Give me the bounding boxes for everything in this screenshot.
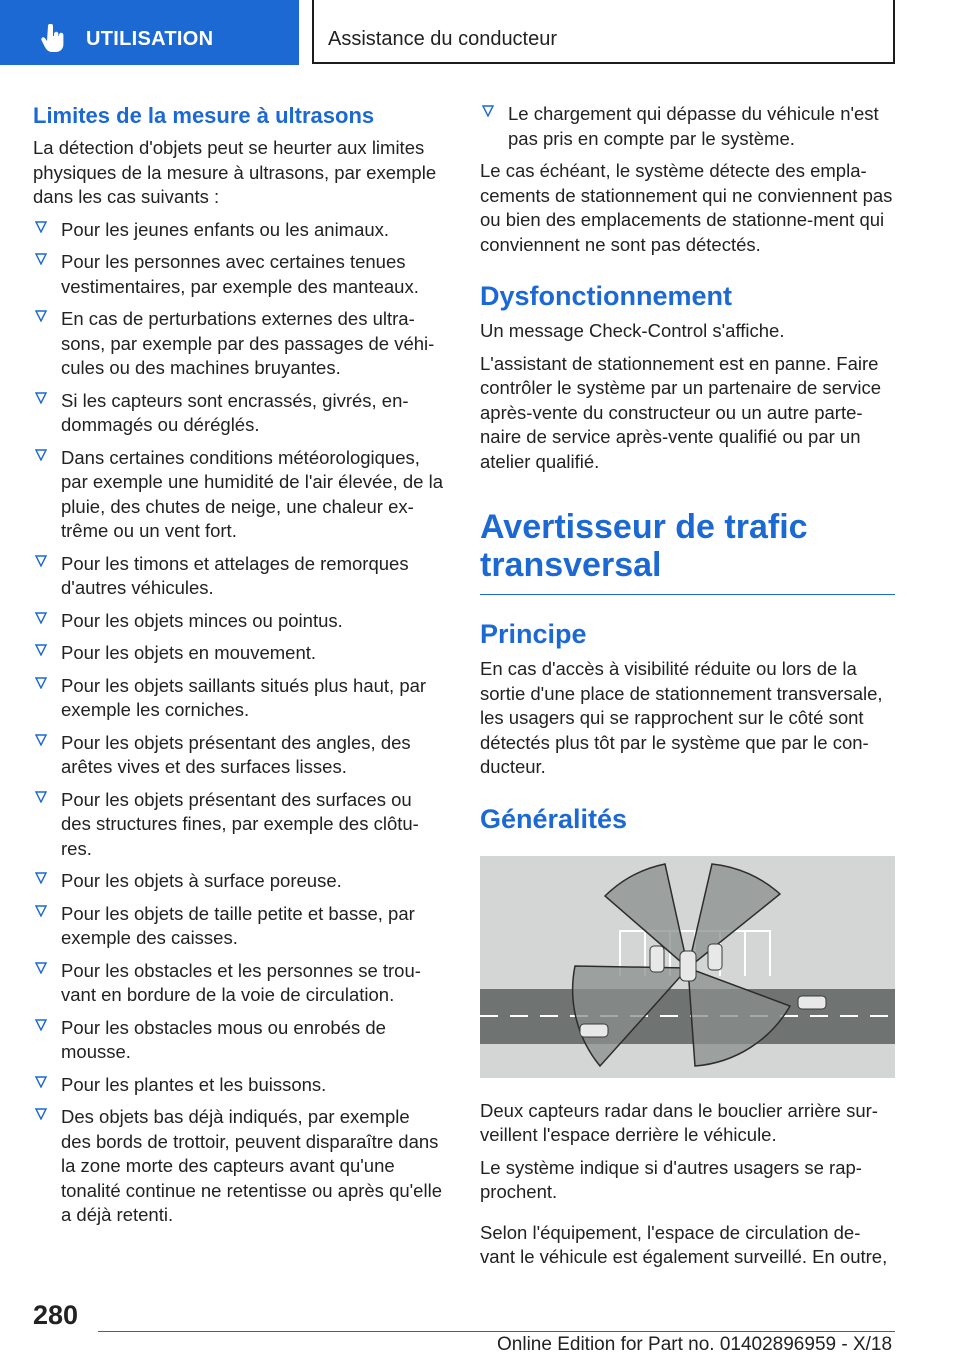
left-column [33,102,443,1236]
heading-ultrasonic-limits: Limites de la mesure à ultrasons [33,103,375,128]
malfunction-paragraph-1: Un message Check-Control s'affiche. [480,320,785,341]
heading-principle: Principe [480,619,587,649]
section-header-label: Assistance du conducteur [328,28,558,50]
chapter-tab[interactable] [0,0,299,65]
cross-traffic-illustration [480,856,895,1078]
general-paragraph-2: Le système indique si d'autres usagers se rap-prochent. [480,1156,862,1202]
list-item: Pour les objets présentant des angles, des arêtes vives et des surfaces lisses. [33,731,443,780]
triangle-bullet-icon [35,791,47,803]
triangle-bullet-icon [35,734,47,746]
triangle-bullet-icon [35,644,47,656]
list-item: Pour les objets de taille petite et basse, par exemple des caisses. [33,902,443,951]
edition-note: Online Edition for Part no. 01402896959 - X/18 [497,1334,893,1355]
limits-list-continued [480,102,895,151]
list-item: Si les capteurs sont encrassés, givrés, en-dommagés ou déréglés. [33,389,443,438]
list-item: Dans certaines conditions météorologiques, par exemple une humidité de l'air élevée, de la pluie, des chutes de neige, une chaleur ex-trême ou un vent fort. [33,446,443,544]
triangle-bullet-icon [35,1019,47,1031]
triangle-bullet-icon [35,962,47,974]
list-item: En cas de perturbations externes des ultra-sons, par exemple par des passages de véhi-cules ou des machines bruyantes. [33,307,443,381]
triangle-bullet-icon [35,392,47,404]
triangle-bullet-icon [35,872,47,884]
limits-list [33,218,443,1228]
parking-detection-paragraph: Le cas échéant, le système détecte des empla-cements de stationnement qui ne conviennent pas ou bien des emplacements de stationne-ment qui conviennent ne sont pas détectés. [480,160,893,255]
heading-divider [480,594,895,595]
triangle-bullet-icon [35,555,47,567]
triangle-bullet-icon [35,253,47,265]
general-paragraph-1: Deux capteurs radar dans le bouclier arrière sur-veillent l'espace derrière le véhicule. [480,1099,878,1145]
list-item: Le chargement qui dépasse du véhicule n'est pas pris en compte par le système. [480,102,895,151]
triangle-bullet-icon [35,449,47,461]
triangle-bullet-icon [35,1076,47,1088]
right-column [480,102,895,1278]
list-item: Pour les obstacles mous ou enrobés de mousse. [33,1016,443,1065]
heading-general: Généralités [480,803,628,834]
triangle-bullet-icon [35,677,47,689]
footer-divider [98,1331,895,1332]
hand-pointer-icon [40,24,66,54]
triangle-bullet-icon [35,612,47,624]
list-item: Pour les objets à surface poreuse. [33,869,443,894]
list-item: Des objets bas déjà indiqués, par exemple des bords de trottoir, peuvent disparaître dans la zone morte des capteurs avant qu'une tonalité continue ne retentisse ou après qu'elle a déjà retenti. [33,1105,443,1228]
list-item: Pour les plantes et les buissons. [33,1073,443,1098]
heading-cross-traffic-warning: Avertisseur de trafic transversal [480,508,808,584]
intro-paragraph: La détection d'objets peut se heurter aux limites physiques de la mesure à ultrasons, par exemple dans les cas suivants : [33,137,437,207]
list-item: Pour les jeunes enfants ou les animaux. [33,218,443,243]
principle-paragraph: En cas d'accès à visibilité réduite ou lors de la sortie d'une place de stationnement transversale, les usagers qui se rapprochent sur le côté sont détectés plus tôt par le système que par le con-ducteur. [480,658,883,777]
heading-malfunction: Dysfonctionnement [480,281,733,311]
general-paragraph-3: Selon l'équipement, l'espace de circulation de-vant le véhicule est également surveillé. En outre, [480,1221,888,1267]
triangle-bullet-icon [35,905,47,917]
triangle-bullet-icon [35,1108,47,1120]
malfunction-paragraph-2: L'assistant de stationnement est en panne. Faire contrôler le système par un partenaire de service après-vente du constructeur ou un autre parte-naire de service après-vente qualifié ou par un atelier qualifié. [480,352,882,472]
list-item: Pour les personnes avec certaines tenues vestimentaires, par exemple des manteaux. [33,250,443,299]
list-item: Pour les objets saillants situés plus haut, par exemple les corniches. [33,674,443,723]
list-item: Pour les objets présentant des surfaces ou des structures fines, par exemple des clôtu-res. [33,788,443,862]
list-item: Pour les objets en mouvement. [33,641,443,666]
list-item: Pour les objets minces ou pointus. [33,609,443,634]
section-header [312,0,895,64]
triangle-bullet-icon [482,105,494,117]
chapter-tab-label: UTILISATION [86,28,214,50]
page-number: 280 [33,1300,79,1330]
list-item: Pour les obstacles et les personnes se trou-vant en bordure de la voie de circulation. [33,959,443,1008]
list-item: Pour les timons et attelages de remorques d'autres véhicules. [33,552,443,601]
triangle-bullet-icon [35,221,47,233]
triangle-bullet-icon [35,310,47,322]
